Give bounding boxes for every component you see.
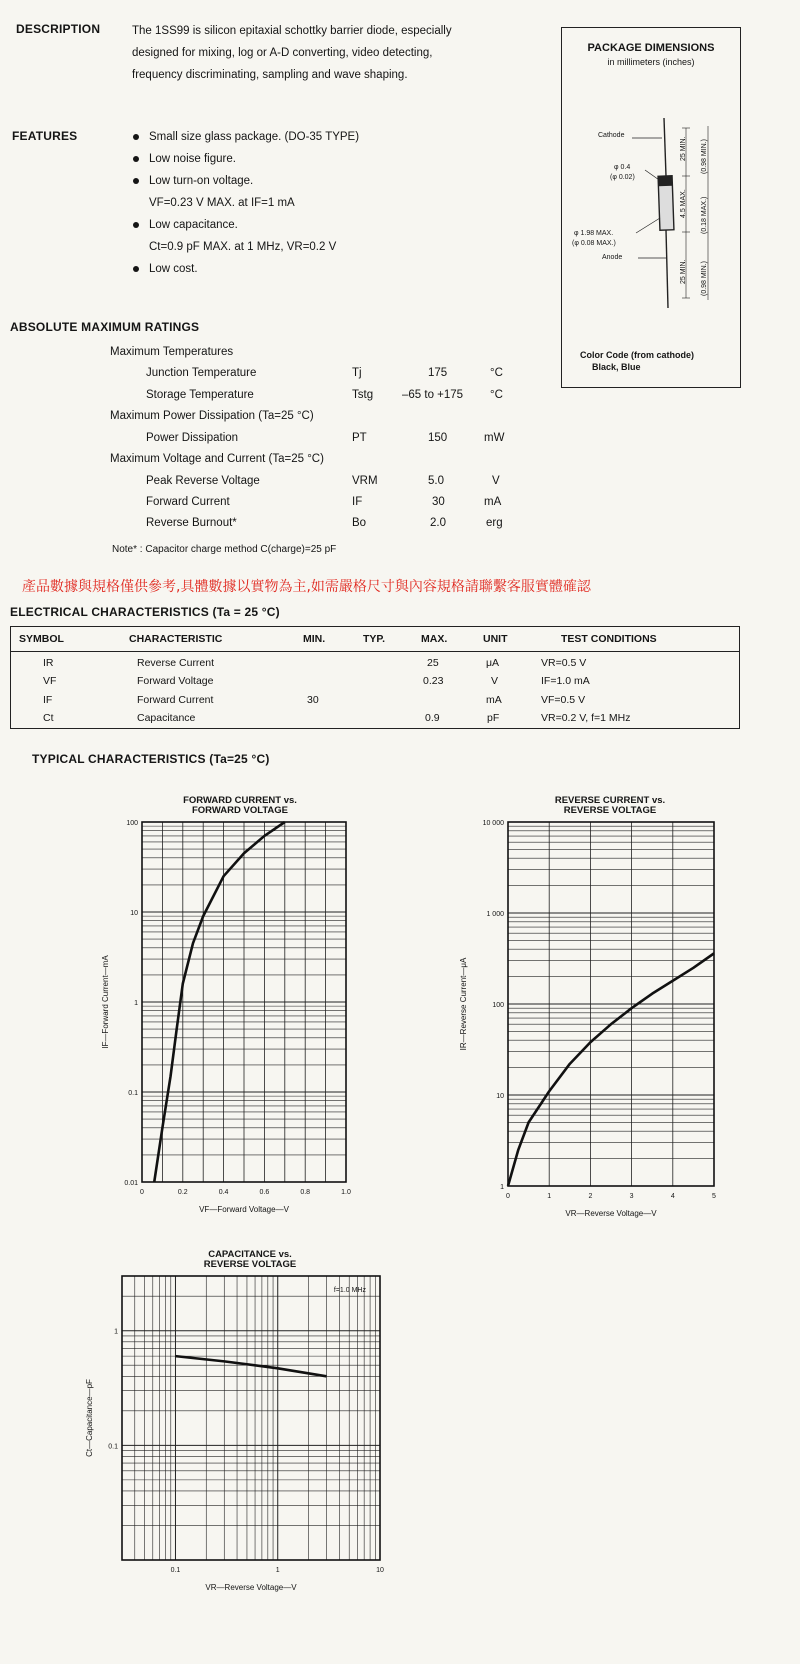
table-cell: Forward Current <box>137 694 214 706</box>
plot-frame <box>122 1276 380 1560</box>
y-tick-label: 1 <box>114 1328 118 1336</box>
dimension-side-label: (0.98 MIN.) <box>701 260 708 296</box>
column-header: UNIT <box>483 633 508 645</box>
x-tick-label: 0.2 <box>177 1189 188 1196</box>
ratings-group-title: Maximum Power Dissipation (Ta=25 °C) <box>110 410 314 422</box>
rating-name: Storage Temperature <box>146 389 254 401</box>
body-diameter-inch-label: (φ 0.08 MAX.) <box>572 240 616 247</box>
color-code-label: Color Code (from cathode) <box>580 350 694 360</box>
feature-text: Low cost. <box>149 263 198 275</box>
rating-unit: mW <box>484 432 505 444</box>
y-tick-label: 1 <box>134 1000 138 1007</box>
dimension-side-label: (0.98 MIN.) <box>701 138 708 174</box>
x-axis-label: VF—Forward Voltage—V <box>199 1205 289 1214</box>
y-tick-label: 10 <box>130 910 138 917</box>
rating-symbol: PT <box>352 432 367 444</box>
body-diameter-label: φ 1.98 MAX. <box>574 230 614 237</box>
description-line: designed for mixing, log or A-D converting, video detecting, <box>132 47 433 59</box>
y-tick-label: 100 <box>126 820 138 827</box>
column-header: MIN. <box>303 633 326 645</box>
x-tick-label: 0.6 <box>259 1189 270 1196</box>
chart-title-line: REVERSE VOLTAGE <box>563 805 657 816</box>
x-tick-label: 2 <box>588 1193 593 1200</box>
x-tick-label: 0.8 <box>300 1189 311 1196</box>
feature-text: Low noise figure. <box>149 153 236 165</box>
feature-item <box>133 126 533 148</box>
rating-symbol: Bo <box>352 517 367 529</box>
package-subtitle: in millimeters (inches) <box>607 57 695 67</box>
feature-item <box>133 148 533 170</box>
description-line: The 1SS99 is silicon epitaxial schottky barrier diode, especially <box>132 25 452 37</box>
capacitance-chart <box>80 1266 400 1656</box>
package-dimensions-box <box>561 27 741 388</box>
rating-name: Forward Current <box>146 496 230 508</box>
y-axis-label: Ct—Capacitance—pF <box>85 1379 94 1457</box>
y-tick-label: 0.1 <box>128 1090 138 1097</box>
bullet-icon <box>133 178 139 184</box>
anode-label: Anode <box>602 254 623 261</box>
cathode-label: Cathode <box>598 132 625 139</box>
table-cell: IR <box>43 657 54 669</box>
table-cell: 25 <box>427 657 439 669</box>
table-cell: IF <box>43 694 53 706</box>
y-tick-label: 100 <box>492 1002 504 1009</box>
bullet-icon <box>133 156 139 162</box>
y-tick-label: 1 000 <box>486 911 504 918</box>
typical-characteristics-heading: TYPICAL CHARACTERISTICS (Ta=25 °C) <box>32 752 270 766</box>
series-line <box>175 1356 326 1376</box>
table-cell: V <box>491 675 499 687</box>
y-tick-label: 10 <box>496 1093 504 1100</box>
x-tick-label: 1.0 <box>341 1189 351 1196</box>
y-tick-label: 1 <box>500 1184 504 1191</box>
table-cell: 30 <box>307 694 319 706</box>
bullet-icon <box>133 134 139 140</box>
rating-value: 5.0 <box>428 475 444 487</box>
x-tick-label: 1 <box>275 1567 280 1574</box>
chart-title-line: FORWARD CURRENT vs. <box>183 795 297 806</box>
column-header: SYMBOL <box>19 633 64 645</box>
rating-unit: °C <box>490 367 503 379</box>
x-tick-label: 1 <box>547 1193 552 1200</box>
dimension-middle-label: 4.5 MAX. <box>680 189 687 218</box>
ratings-group-title: Maximum Temperatures <box>110 346 234 358</box>
x-tick-label: 10 <box>376 1567 384 1574</box>
rating-unit: V <box>492 475 500 487</box>
chart-annotation: f=1.0 MHz <box>333 1287 366 1294</box>
x-tick-label: 3 <box>629 1193 634 1200</box>
y-axis-label: IF—Forward Current—mA <box>101 955 110 1049</box>
notice-text: 產品數據與規格僅供參考,具體數據以實物為主,如需嚴格尺寸與內容規格請聯繫客服實體確認 <box>22 579 591 595</box>
ratings-heading: ABSOLUTE MAXIMUM RATINGS <box>10 320 200 334</box>
electrical-characteristics-table <box>10 626 740 729</box>
lead-diameter-inch-label: (φ 0.02) <box>610 174 635 181</box>
x-tick-label: 4 <box>670 1193 675 1200</box>
package-title: PACKAGE DIMENSIONS <box>587 42 715 54</box>
y-tick-label: 0.01 <box>124 1180 138 1187</box>
lead-diameter-label: φ 0.4 <box>614 164 631 171</box>
rating-value: 30 <box>432 496 445 508</box>
features-heading: FEATURES <box>12 129 78 143</box>
feature-text: Low capacitance. <box>149 219 238 231</box>
rating-name: Power Dissipation <box>146 432 239 444</box>
x-tick-label: 5 <box>712 1193 716 1200</box>
feature-subtext: Ct=0.9 pF MAX. at 1 MHz, VR=0.2 V <box>149 241 337 253</box>
chart-title-line: REVERSE CURRENT vs. <box>554 795 666 806</box>
description-heading: DESCRIPTION <box>16 22 101 36</box>
y-axis-label: IR—Reverse Current—μA <box>459 957 468 1051</box>
forward-current-chart <box>96 812 366 1222</box>
rating-unit: °C <box>490 389 503 401</box>
table-cell: μA <box>486 657 500 669</box>
feature-item <box>133 170 533 192</box>
bullet-icon <box>133 222 139 228</box>
column-header: TEST CONDITIONS <box>561 633 657 645</box>
feature-text: Low turn-on voltage. <box>149 175 254 187</box>
rating-symbol: VRM <box>352 475 378 487</box>
rating-unit: erg <box>486 517 503 529</box>
table-cell: VR=0.5 V <box>541 657 587 669</box>
color-code-value: Black, Blue <box>592 362 641 372</box>
x-tick-label: 0.1 <box>170 1567 181 1574</box>
feature-text: Small size glass package. (DO-35 TYPE) <box>149 131 360 143</box>
table-cell: Forward Voltage <box>137 675 214 687</box>
table-cell: mA <box>486 694 502 706</box>
package-outline-drawing <box>562 118 740 318</box>
chart-title-line: CAPACITANCE vs. <box>208 1249 292 1260</box>
ratings-note: Note* : Capacitor charge method C(charge)=25 pF <box>112 544 337 555</box>
y-tick-label: 0.1 <box>108 1443 118 1451</box>
reverse-current-chart <box>448 812 738 1222</box>
dimension-top-label: 25 MIN. <box>680 136 687 161</box>
feature-subtext: VF=0.23 V MAX. at IF=1 mA <box>149 197 295 209</box>
rating-value: 175 <box>428 367 448 379</box>
rating-name: Reverse Burnout* <box>146 517 237 529</box>
dimension-bottom-label: 25 MIN. <box>680 259 687 284</box>
x-axis-label: VR—Reverse Voltage—V <box>565 1209 657 1218</box>
x-tick-label: 0.4 <box>218 1189 229 1196</box>
table-cell: Ct <box>43 712 54 724</box>
column-header: CHARACTERISTIC <box>129 633 223 645</box>
feature-item <box>133 214 533 236</box>
table-divider <box>11 651 739 652</box>
rating-symbol: Tj <box>352 367 362 379</box>
x-axis-label: VR—Reverse Voltage—V <box>205 1583 297 1592</box>
table-cell: 0.23 <box>423 675 444 687</box>
table-cell: VF <box>43 675 57 687</box>
rating-name: Junction Temperature <box>146 367 257 379</box>
features-list <box>133 126 533 280</box>
dimension-side-label: (0.18 MAX.) <box>701 196 708 234</box>
bullet-icon <box>133 266 139 272</box>
rating-symbol: IF <box>352 496 363 508</box>
feature-item <box>133 258 533 280</box>
table-cell: IF=1.0 mA <box>541 675 590 687</box>
chart-title-line: REVERSE VOLTAGE <box>203 1259 297 1270</box>
table-cell: Capacitance <box>137 712 196 724</box>
table-cell: pF <box>487 712 500 724</box>
rating-value: 150 <box>428 432 448 444</box>
table-cell: VF=0.5 V <box>541 694 586 706</box>
series-line <box>508 953 714 1186</box>
electrical-heading: ELECTRICAL CHARACTERISTICS (Ta = 25 °C) <box>10 605 280 619</box>
table-cell: VR=0.2 V, f=1 MHz <box>541 712 631 724</box>
rating-name: Peak Reverse Voltage <box>146 475 260 487</box>
x-tick-label: 0 <box>140 1189 144 1196</box>
table-cell: 0.9 <box>425 712 440 724</box>
x-tick-label: 0 <box>506 1193 510 1200</box>
description-line: frequency discriminating, sampling and wave shaping. <box>132 69 408 81</box>
rating-unit: mA <box>484 496 502 508</box>
ratings-group-title: Maximum Voltage and Current (Ta=25 °C) <box>110 453 324 465</box>
chart-title-line: FORWARD VOLTAGE <box>191 805 289 816</box>
column-header: MAX. <box>421 633 448 645</box>
y-tick-label: 10 000 <box>482 820 504 827</box>
description-text <box>132 20 522 86</box>
column-header: TYP. <box>363 633 385 645</box>
rating-value: –65 to +175 <box>402 389 464 401</box>
rating-value: 2.0 <box>430 517 446 529</box>
rating-symbol: Tstg <box>352 389 374 401</box>
table-cell: Reverse Current <box>137 657 215 669</box>
